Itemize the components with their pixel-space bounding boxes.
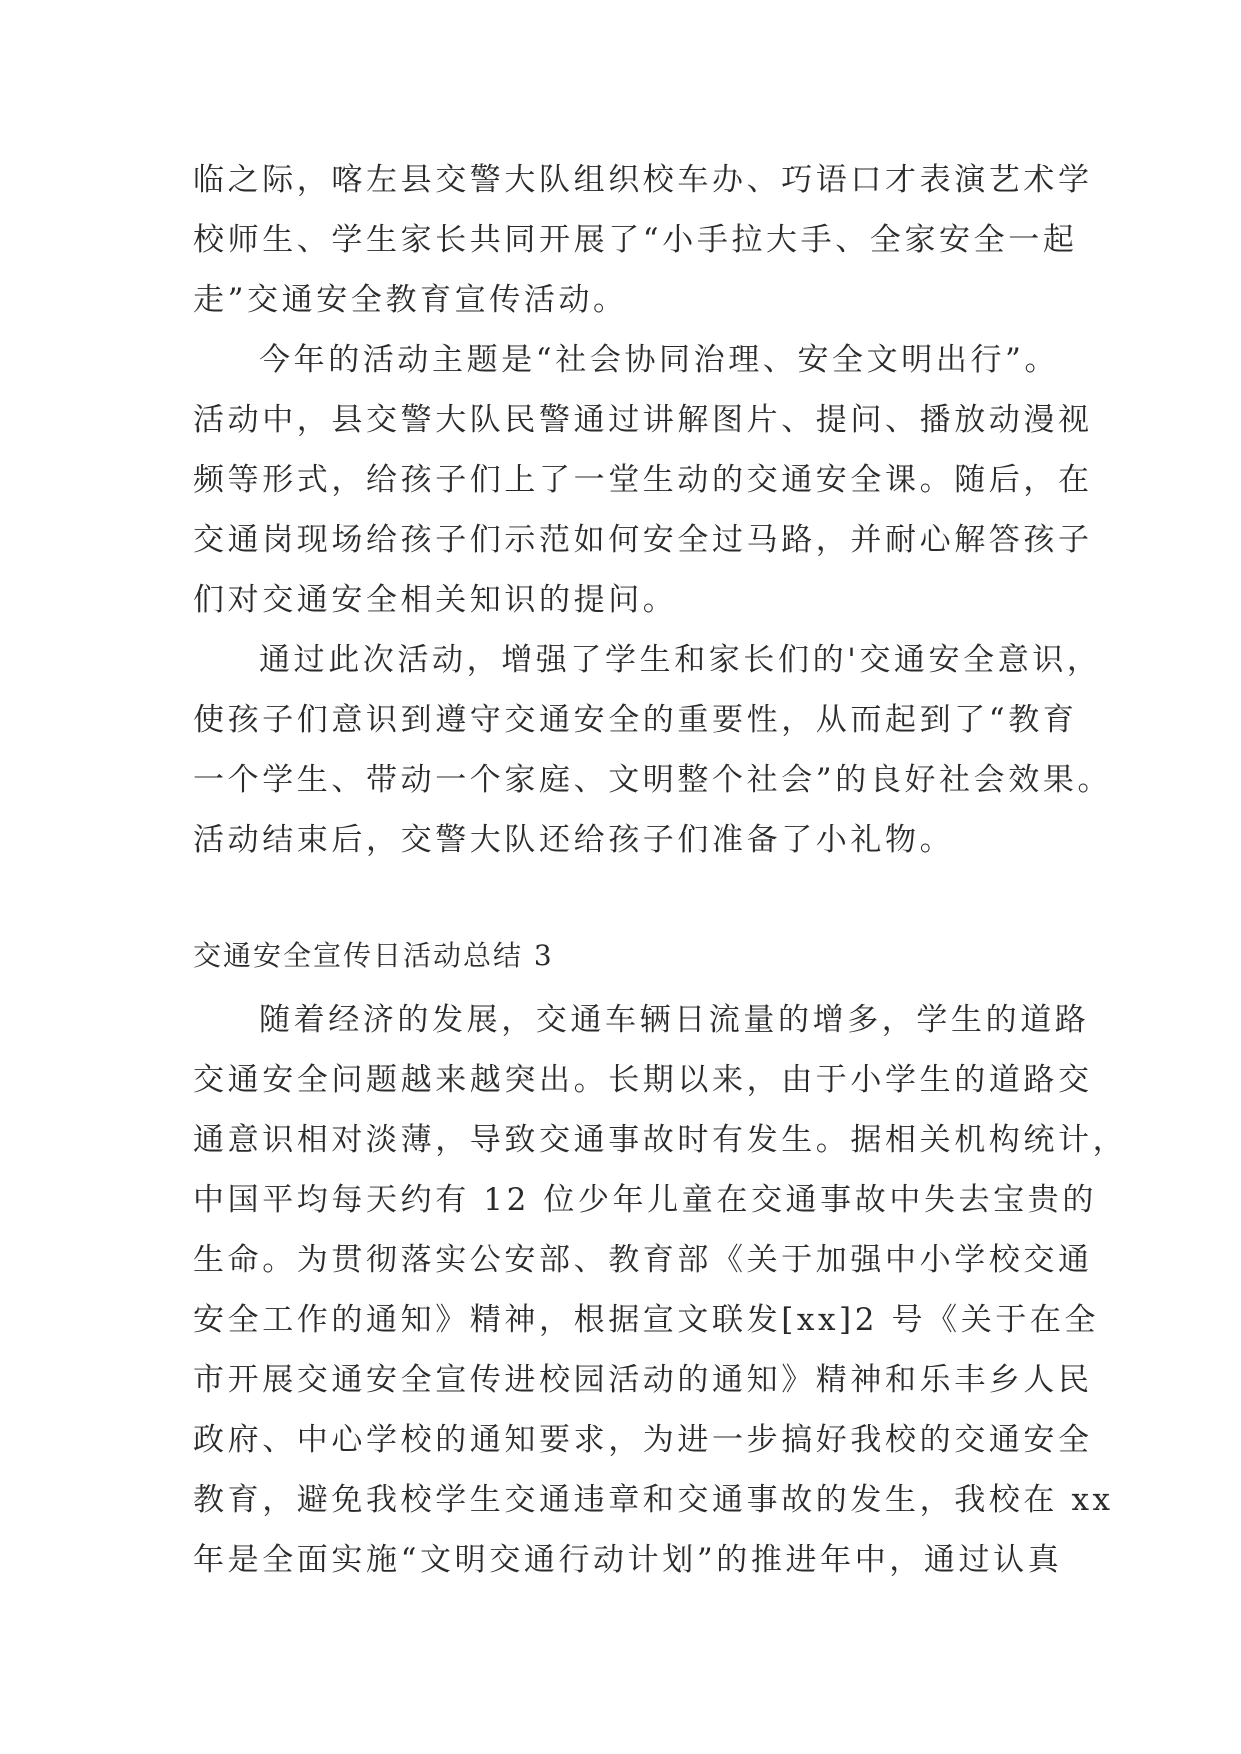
paragraph-line: 一个学生、带动一个家庭、文明整个社会”的良好社会效果。: [193, 762, 1113, 798]
paragraph-line: 使孩子们意识到遵守交通安全的重要性，从而起到了“教育: [193, 702, 1078, 738]
paragraph-line: 中国平均每天约有 12 位少年儿童在交通事故中失去宝贵的: [193, 1182, 1097, 1218]
section-heading: 交通安全宣传日活动总结 3: [193, 939, 554, 972]
paragraph-line: 临之际，喀左县交警大队组织校车办、巧语口才表演艺术学: [193, 162, 1093, 198]
paragraph-line: 们对交通安全相关知识的提问。: [193, 582, 678, 618]
paragraph-line: 年是全面实施“文明交通行动计划”的推进年中，通过认真: [193, 1542, 1063, 1578]
paragraph-line: 交通安全问题越来越突出。长期以来，由于小学生的道路交: [193, 1062, 1093, 1098]
paragraph-line: 随着经济的发展，交通车辆日流量的增多，学生的道路: [259, 1002, 1090, 1038]
paragraph-line: 今年的活动主题是“社会协同治理、安全文明出行”。: [259, 342, 1060, 378]
paragraph-line: 交通岗现场给孩子们示范如何安全过马路，并耐心解答孩子: [193, 522, 1093, 558]
paragraph-line: 活动结束后，交警大队还给孩子们准备了小礼物。: [193, 822, 955, 858]
paragraph-line: 校师生、学生家长共同开展了“小手拉大手、全家安全一起: [193, 222, 1078, 258]
paragraph-line: 通过此次活动，增强了学生和家长们的'交通安全意识，: [259, 642, 1102, 678]
paragraph-line: 安全工作的通知》精神，根据宣文联发[xx]2 号《关于在全: [193, 1302, 1100, 1338]
paragraph-line: 市开展交通安全宣传进校园活动的通知》精神和乐丰乡人民: [193, 1362, 1093, 1398]
paragraph-line: 生命。为贯彻落实公安部、教育部《关于加强中小学校交通: [193, 1242, 1093, 1278]
paragraph-line: 通意识相对淡薄，导致交通事故时有发生。据相关机构统计，: [193, 1122, 1128, 1158]
paragraph-line: 频等形式，给孩子们上了一堂生动的交通安全课。随后，在: [193, 462, 1093, 498]
paragraph-line: 活动中，县交警大队民警通过讲解图片、提问、播放动漫视: [193, 402, 1093, 438]
paragraph-line: 政府、中心学校的通知要求，为进一步搞好我校的交通安全: [193, 1422, 1093, 1458]
paragraph-line: 走”交通安全教育宣传活动。: [193, 282, 628, 318]
paragraph-line: 教育，避免我校学生交通违章和交通事故的发生，我校在 xx: [193, 1482, 1114, 1518]
